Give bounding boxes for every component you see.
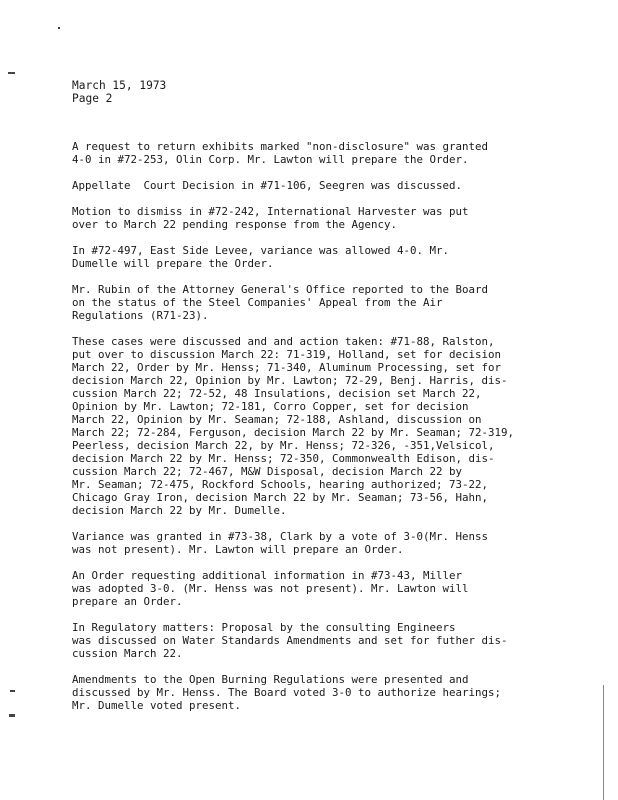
paragraph (72, 140, 572, 166)
paragraph (72, 335, 572, 517)
text-line: Chicago Gray Iron, decision March 22 by Mr. Seaman; 73-56, Hahn, (72, 491, 489, 504)
text-line: discussed by Mr. Henss. The Board voted 3-0 to authorize hearings; (72, 686, 502, 699)
text-line: Variance was granted in #73-38, Clark by a vote of 3-0(Mr. Henss (72, 530, 489, 543)
text-line: Appellate Court Decision in #71-106, Seegren was discussed. (72, 179, 463, 192)
letter-header (72, 79, 166, 105)
text-line: In Regulatory matters: Proposal by the consulting Engineers (72, 621, 456, 634)
text-line: decision March 22 by Mr. Henss; 72-350, Commonwealth Edison, dis- (72, 452, 495, 465)
text-line: was adopted 3-0. (Mr. Henss was not present). Mr. Lawton will (72, 582, 469, 595)
text-line: was discussed on Water Standards Amendments and set for futher dis- (72, 634, 508, 647)
text-line: Opinion by Mr. Lawton; 72-181, Corro Copper, set for decision (72, 400, 469, 413)
scan-speck (9, 714, 15, 717)
header-date: March 15, 1973 (72, 79, 167, 92)
text-line: cussion March 22. (72, 647, 183, 660)
scan-speck (10, 690, 15, 692)
text-line: Motion to dismiss in #72-242, International Harvester was put (72, 205, 469, 218)
text-line: over to March 22 pending response from the Agency. (72, 218, 398, 231)
paragraph (72, 179, 572, 192)
text-line: cussion March 22; 72-467, M&W Disposal, decision March 22 by (72, 465, 463, 478)
text-line: Peerless, decision March 22, by Mr. Henss; 72-326, -351,Velsicol, (72, 439, 495, 452)
text-line: on the status of the Steel Companies' Appeal from the Air (72, 296, 443, 309)
header-page-number: Page 2 (72, 92, 113, 105)
paragraph (72, 621, 572, 660)
paragraph (72, 673, 572, 712)
text-line: was not present). Mr. Lawton will prepare an Order. (72, 543, 404, 556)
text-line: Amendments to the Open Burning Regulations were presented and (72, 673, 469, 686)
text-line: decision March 22 by Mr. Dumelle. (72, 504, 287, 517)
paragraph (72, 569, 572, 608)
text-line: put over to discussion March 22: 71-319, Holland, set for decision (72, 348, 502, 361)
scan-speck (8, 72, 15, 74)
text-line: 4-0 in #72-253, Olin Corp. Mr. Lawton will prepare the Order. (72, 153, 469, 166)
text-line: An Order requesting additional information in #73-43, Miller (72, 569, 463, 582)
text-line: March 22, Opinion by Mr. Seaman; 72-188, Ashland, discussion on (72, 413, 482, 426)
text-line: These cases were discussed and and action taken: #71-88, Ralston, (72, 335, 495, 348)
paragraph (72, 283, 572, 322)
text-line: Regulations (R71-23). (72, 309, 209, 322)
text-line: March 22, Order by Mr. Henss; 71-340, Aluminum Processing, set for (72, 361, 502, 374)
page-edge-line (603, 685, 604, 800)
text-line: Dumelle will prepare the Order. (72, 257, 274, 270)
scan-speck (58, 27, 60, 29)
text-line: Mr. Dumelle voted present. (72, 699, 242, 712)
text-line: cussion March 22; 72-52, 48 Insulations, decision set March 22, (72, 387, 482, 400)
text-line: A request to return exhibits marked "non-disclosure" was granted (72, 140, 489, 153)
minutes-body (72, 140, 572, 725)
paragraph (72, 244, 572, 270)
text-line: March 22; 72-284, Ferguson, decision March 22 by Mr. Seaman; 72-319, (72, 426, 515, 439)
text-line: Mr. Rubin of the Attorney General's Office reported to the Board (72, 283, 489, 296)
text-line: decision March 22, Opinion by Mr. Lawton; 72-29, Benj. Harris, dis- (72, 374, 508, 387)
paragraph (72, 205, 572, 231)
text-line: Mr. Seaman; 72-475, Rockford Schools, hearing authorized; 73-22, (72, 478, 489, 491)
text-line: prepare an Order. (72, 595, 183, 608)
paragraph (72, 530, 572, 556)
text-line: In #72-497, East Side Levee, variance was allowed 4-0. Mr. (72, 244, 450, 257)
